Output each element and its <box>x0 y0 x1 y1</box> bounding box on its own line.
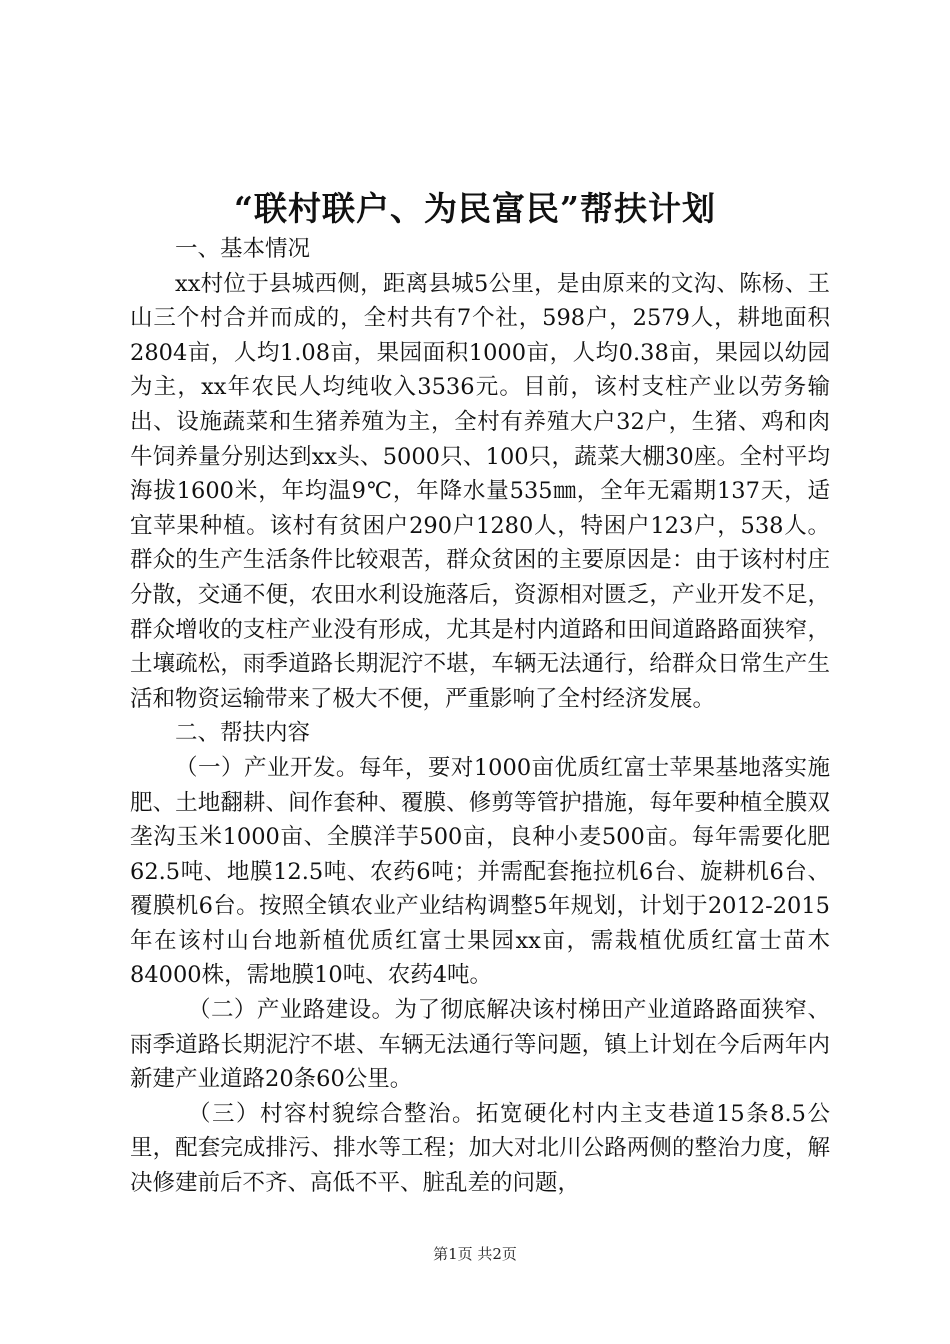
paragraph-road-construction: （二）产业路建设。为了彻底解决该村梯田产业道路路面狭窄、雨季道路长期泥泞不堪、车辆无法通行等问题，镇上计划在今后两年内新建产业道路20条60公里。 <box>130 997 830 1093</box>
document-body <box>130 232 830 1201</box>
paragraph-basic-info: xx村位于县城西侧，距离县城5公里，是由原来的文沟、陈杨、王山三个村合并而成的，全村共有7个社，598户，2579人，耕地面积2804亩，人均1.08亩，果园面积1000亩，人均0.38亩，果园以幼园为主，xx年农民人均纯收入3536元。目前，该村支柱产业以劳务输出、设施蔬菜和生猪养殖为主，全村有养殖大户32户，生猪、鸡和肉牛饲养量分别达到xx头、5000只、100只，蔬菜大棚30座。全村平均海拔1600米，年均温9℃，年降水量535㎜，全年无霜期137天，适宜苹果种植。该村有贫困户290户1280人，特困户123户，538人。群众的生产生活条件比较艰苦，群众贫困的主要原因是：由于该村村庄分散，交通不便，农田水利设施落后，资源相对匮乏，产业开发不足，群众增收的支柱产业没有形成，尤其是村内道路和田间道路路面狭窄，土壤疏松，雨季道路长期泥泞不堪，车辆无法通行，给群众日常生产生活和物资运输带来了极大不便，严重影响了全村经济发展。 <box>130 270 830 712</box>
section-heading-basic-info: 一、基本情况 <box>175 236 311 262</box>
section-heading-assistance: 二、帮扶内容 <box>175 720 311 747</box>
page-footer: 第1页 共2页 <box>433 1245 517 1263</box>
paragraph-village-improvement: （三）村容村貌综合整治。拓宽硬化村内主支巷道15条8.5公里，配套完成排污、排水等工程；加大对北川公路两侧的整治力度，解决修建前后不齐、高低不平、脏乱差的问题， <box>130 1100 830 1197</box>
paragraph-industry-development: （一）产业开发。每年，要对1000亩优质红富士苹果基地落实施肥、土地翻耕、间作套种、覆膜、修剪等管护措施，每年要种植全膜双垄沟玉米1000亩、全膜洋芋500亩，良种小麦500亩。每年需要化肥62.5吨、地膜12.5吨、农药6吨；并需配套拖拉机6台、旋耕机6台、覆膜机6台。按照全镇农业产业结构调整5年规划，计划于2012-2015年在该村山台地新植优质红富士果园xx亩，需栽植优质红富士苗木84000株，需地膜10吨、农药4吨。 <box>130 754 830 989</box>
document-title: “联村联户、为民富民”帮扶计划 <box>234 189 716 228</box>
